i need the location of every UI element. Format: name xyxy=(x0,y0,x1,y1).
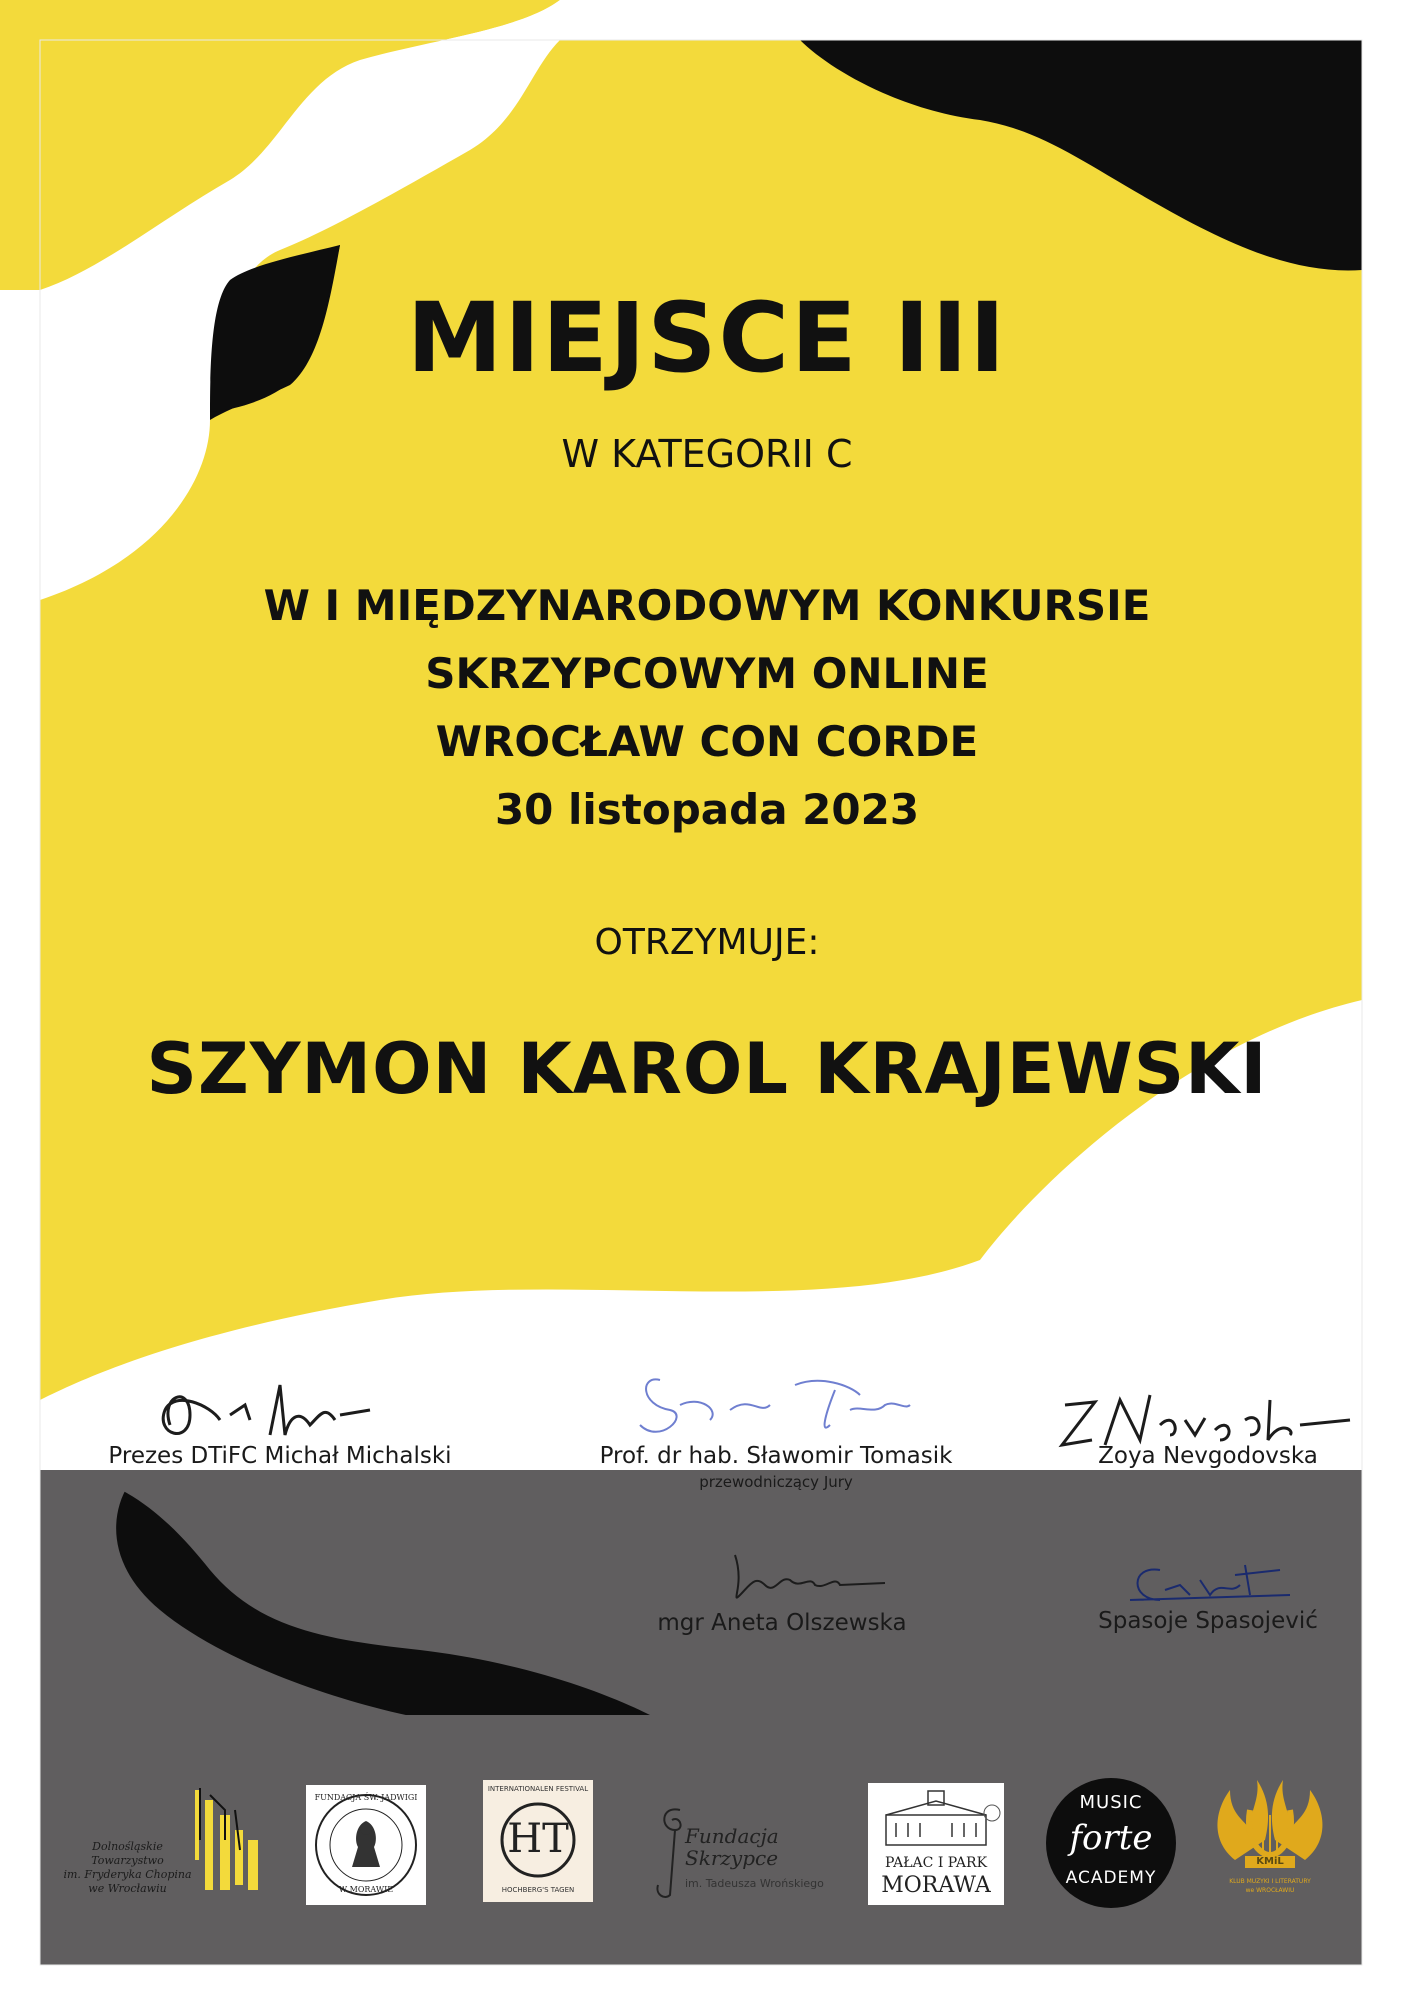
competition-line: WROCŁAW CON CORDE xyxy=(435,717,979,766)
violin-scroll-icon xyxy=(650,1800,690,1900)
palace-icon xyxy=(868,1783,1004,1853)
signature-michalski xyxy=(70,1443,490,1469)
logo-text: W MORAWIE xyxy=(338,1885,394,1894)
competition-line: SKRZYPCOWYM ONLINE xyxy=(425,649,989,698)
logo-text: we Wrocławiu xyxy=(88,1882,167,1895)
recipient-name: SZYMON KAROL KRAJEWSKI xyxy=(146,1028,1268,1110)
signature-tomasik xyxy=(566,1443,986,1491)
logo-text: forte xyxy=(1069,1818,1153,1858)
competition-date: 30 listopada 2023 xyxy=(494,785,920,834)
kmil-logo xyxy=(1205,1770,1335,1910)
lyre-flame-icon xyxy=(1205,1770,1335,1870)
logo-text: INTERNATIONALEN FESTIVAL xyxy=(487,1785,589,1793)
category-label: W KATEGORII C xyxy=(561,432,853,476)
signature-name: Spasoje Spasojević xyxy=(1098,1608,1318,1634)
fundacja-jadwigi-logo xyxy=(306,1785,426,1905)
signature-olszewska xyxy=(572,1610,992,1636)
receives-label: OTRZYMUJE: xyxy=(594,922,820,963)
signature-spasojevic xyxy=(998,1608,1414,1634)
logo-text: FUNDACJA ŚW. JADWIGI xyxy=(314,1793,418,1802)
logo-text: KMiL xyxy=(1256,1856,1284,1867)
certificate-title: MIEJSCE III xyxy=(406,282,1008,394)
logo-text: im. Tadeusza Wrońskiego xyxy=(685,1877,824,1890)
logo-text: im. Fryderyka Chopina xyxy=(63,1868,192,1881)
logo-text: Dolnośląskie Towarzystwo xyxy=(91,1840,164,1867)
music-forte-logo xyxy=(1046,1778,1176,1908)
dtifc-logo xyxy=(60,1780,270,1900)
palac-morawa-logo xyxy=(868,1783,1004,1905)
logo-text: MORAWA xyxy=(881,1873,991,1898)
signature-nevgodovska xyxy=(998,1443,1414,1469)
logo-text: we WROCŁAWIU xyxy=(1245,1887,1295,1894)
fundacja-skrzypce-logo xyxy=(650,1800,840,1905)
signature-name: Prezes DTiFC Michał Michalski xyxy=(108,1443,452,1469)
signature-image-tomasik xyxy=(620,1365,920,1445)
signature-name: Prof. dr hab. Sławomir Tomasik xyxy=(599,1443,953,1469)
logo-text: HT xyxy=(507,1816,569,1862)
signature-name: Zoya Nevgodovska xyxy=(1098,1443,1318,1469)
logo-text: ACADEMY xyxy=(1065,1868,1157,1888)
logo-text: PAŁAC I PARK xyxy=(884,1855,988,1871)
logo-text: MUSIC xyxy=(1079,1792,1143,1813)
competition-title xyxy=(0,572,1414,844)
logo-text: Skrzypce xyxy=(685,1846,779,1870)
logo-text: Fundacja xyxy=(685,1824,779,1848)
competition-line: W I MIĘDZYNARODOWYM KONKURSIE xyxy=(263,581,1151,630)
logo-text: KLUB MUZYKI I LITERATURY xyxy=(1229,1878,1311,1885)
signature-image-spasojevic xyxy=(1120,1555,1300,1615)
hochbergs-tagen-logo xyxy=(483,1780,593,1902)
signature-name: mgr Aneta Olszewska xyxy=(657,1610,907,1636)
signature-role: przewodniczący Jury xyxy=(699,1473,853,1491)
signature-image-olszewska xyxy=(720,1545,890,1615)
logo-text: HOCHBERG'S TAGEN xyxy=(501,1886,575,1894)
